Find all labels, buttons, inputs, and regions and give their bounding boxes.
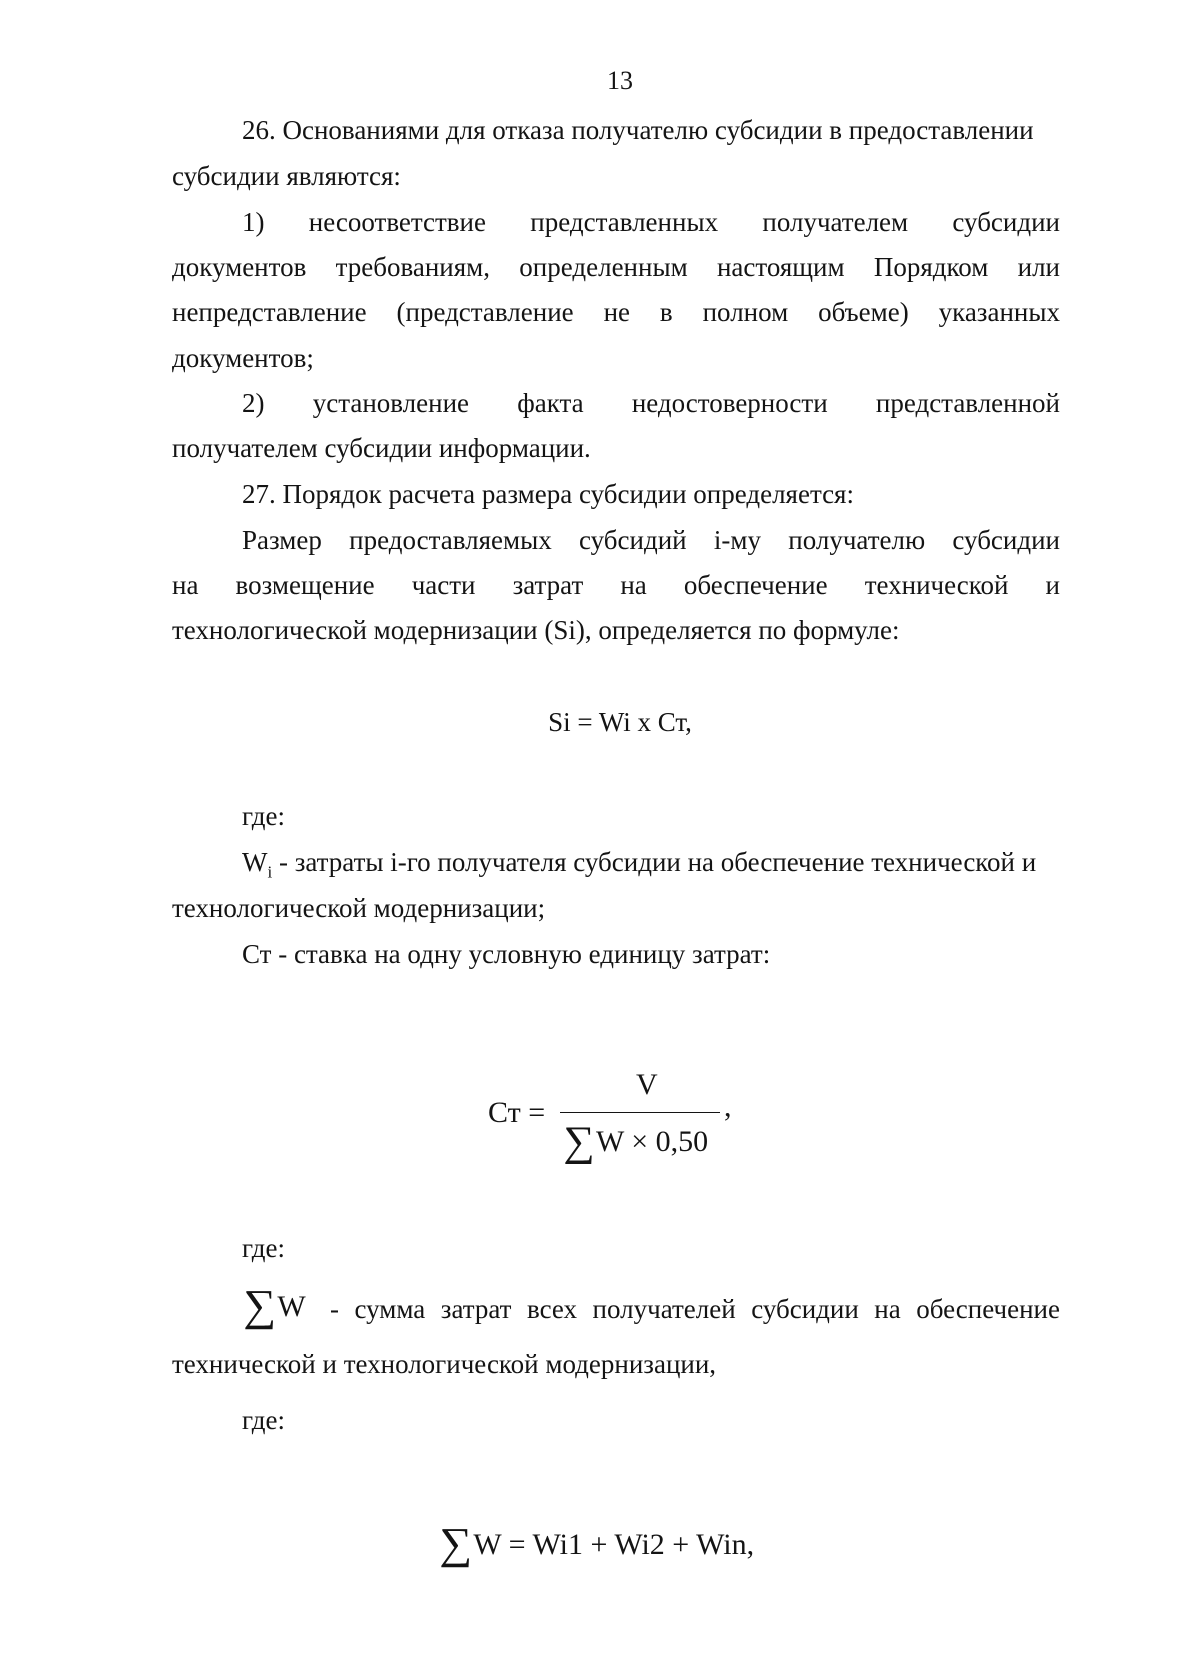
where-label-1: где: (242, 801, 285, 831)
paragraph-26-line-1: 26. Основаниями для отказа получателю субсидии в предоставлении (242, 115, 1034, 145)
formula-ct-denominator-expr: W × 0,50 (595, 1125, 709, 1158)
where-label-2: где: (242, 1233, 285, 1263)
wi-definition-text: - затраты i-го получателя субсидии на обеспечение технической и (272, 847, 1037, 877)
paragraph-26-line-2: субсидии являются: (172, 161, 401, 191)
sigma-symbol: ∑ (563, 1119, 595, 1165)
formula-sum-w-expr: W = Wi1 + Wi2 + Win, (473, 1528, 755, 1561)
size-line-2: на возмещение части затрат на обеспечение технической и (172, 570, 1060, 600)
sum-w-term (244, 1280, 306, 1331)
formula-ct-numerator: V (636, 1068, 658, 1101)
sigma-symbol: ∑ (243, 1281, 277, 1330)
formula-ct (488, 1068, 748, 1178)
sum-w-definition-line-1: - сумма затрат всех получателей субсидии на обеспечение (330, 1294, 1060, 1324)
wi-subscript: i (267, 862, 273, 882)
sum-w-letter: W (277, 1290, 306, 1323)
item-1-line-4: документов; (172, 343, 314, 373)
paragraph-27: 27. Порядок расчета размера субсидии определяется: (242, 479, 854, 509)
item-1-line-1: 1) несоответствие представленных получателем субсидии (242, 207, 1060, 237)
formula-ct-denominator (564, 1118, 708, 1166)
item-1-line-2: документов требованиям, определенным настоящим Порядком или (172, 252, 1060, 282)
formula-ct-comma: , (724, 1090, 732, 1123)
wi-definition-line-2: технологической модернизации; (172, 893, 546, 923)
ct-definition: Ст - ставка на одну условную единицу затрат: (242, 939, 771, 969)
where-label-3: где: (242, 1405, 285, 1435)
page-number: 13 (607, 66, 633, 95)
formula-si: Si = Wi x Ст, (548, 707, 692, 737)
sigma-symbol: ∑ (439, 1519, 473, 1568)
fraction-bar (560, 1112, 720, 1113)
sum-w-definition-line-2: технической и технологической модернизации, (172, 1349, 717, 1379)
formula-ct-lhs: Ст = (488, 1096, 546, 1129)
formula-sum-w (440, 1518, 754, 1569)
wi-symbol: W (242, 847, 268, 877)
item-2-line-1: 2) установление факта недостоверности представленной (242, 388, 1060, 418)
size-line-1: Размер предоставляемых субсидий i-му получателю субсидии (242, 525, 1060, 555)
size-line-3: технологической модернизации (Si), определяется по формуле: (172, 615, 900, 645)
item-1-line-3: непредставление (представление не в полном объеме) указанных (172, 297, 1060, 327)
item-2-line-2: получателем субсидии информации. (172, 433, 591, 463)
